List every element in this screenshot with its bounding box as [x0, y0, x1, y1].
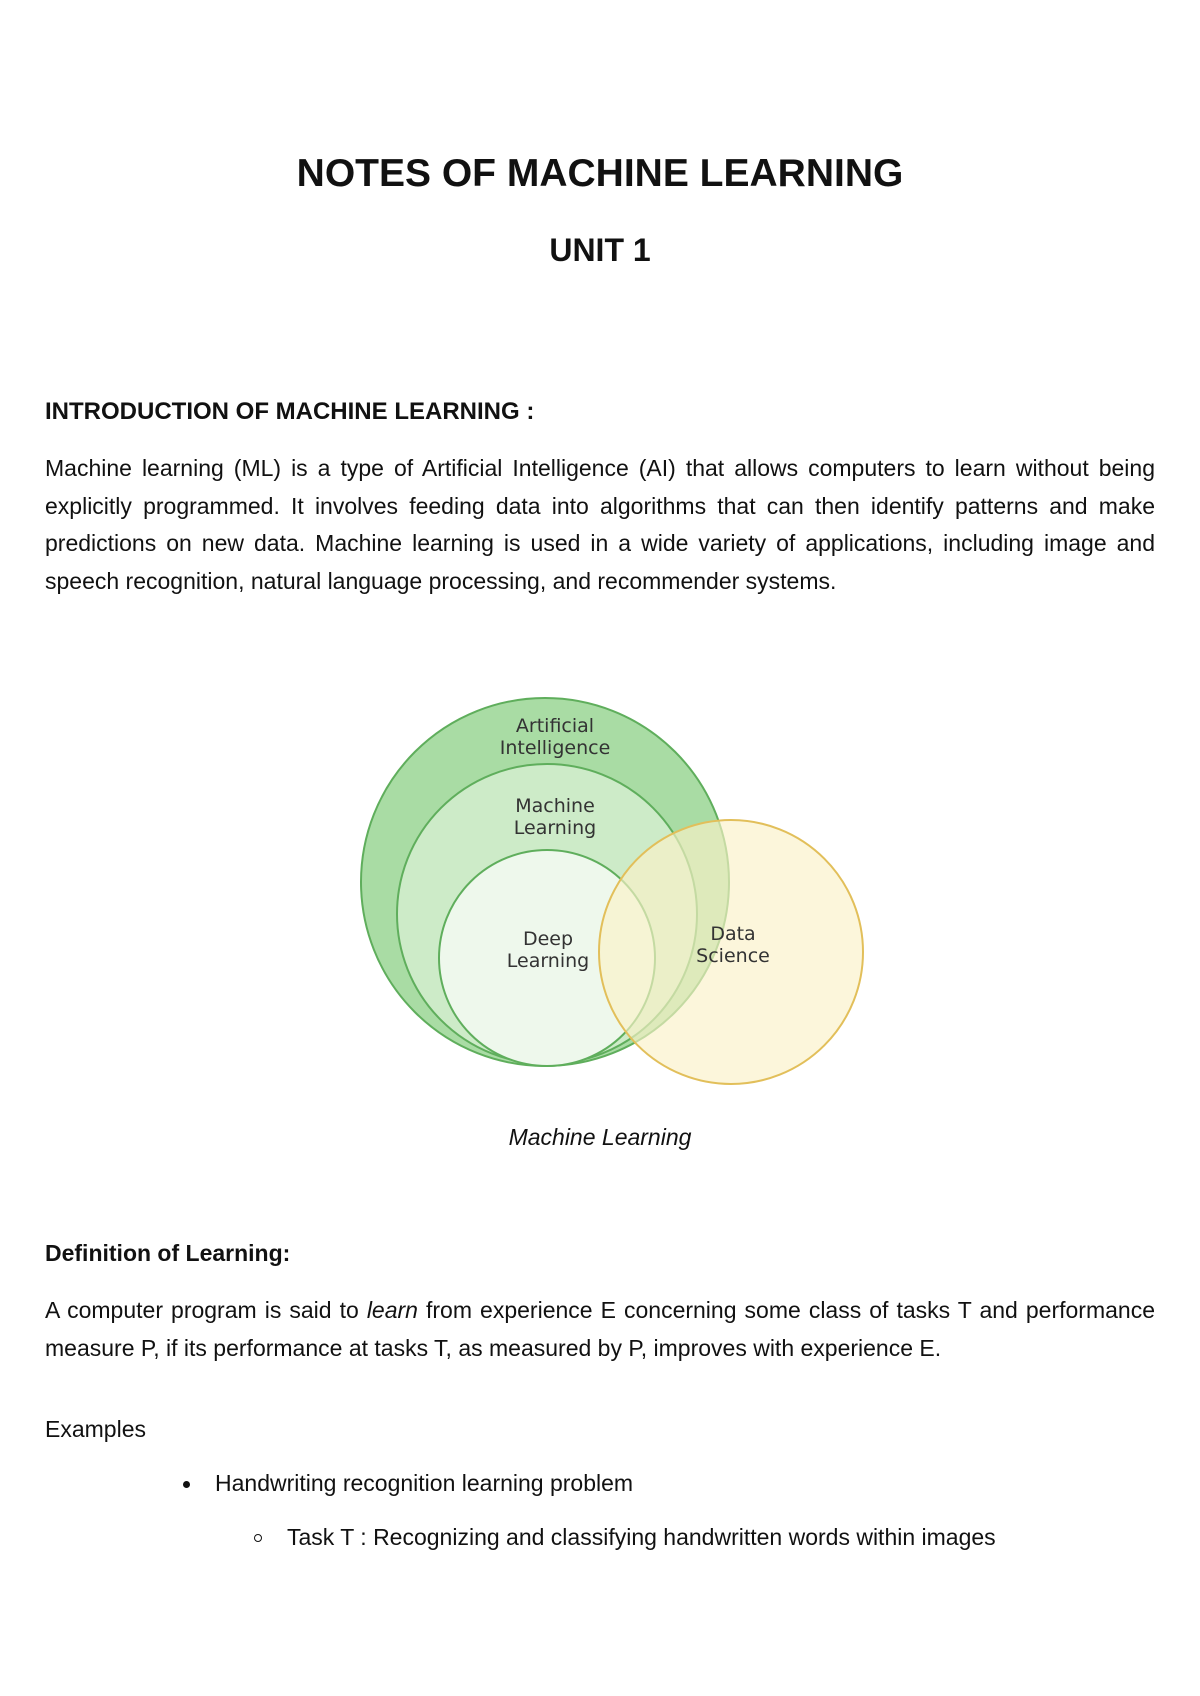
ml-label-line2: Learning	[513, 817, 597, 839]
dl-label-line1: Deep	[522, 928, 574, 950]
examples-label: Examples	[45, 1416, 146, 1442]
ml-label-line1: Machine	[515, 795, 595, 817]
bullet-item: Handwriting recognition learning problem	[215, 1470, 634, 1496]
ai-label-line1: Artificial	[515, 715, 595, 737]
introduction-heading: INTRODUCTION OF MACHINE LEARNING :	[45, 398, 535, 425]
definition-text-before: A computer program is said to	[45, 1297, 367, 1323]
sub-bullet-item: Task T : Recognizing and classifying handwritten words within images	[287, 1524, 996, 1550]
bullet-marker	[183, 1481, 190, 1488]
definition-paragraph	[45, 1292, 1155, 1367]
definition-text-after: from experience E concerning some class of tasks T and performance measure P, if its performance at tasks T, as measured by P, improves with experience E.	[45, 1297, 1155, 1361]
definition-heading: Definition of Learning:	[45, 1240, 291, 1266]
ml-venn-diagram	[355, 690, 875, 1090]
dl-label-line2: Learning	[506, 950, 590, 972]
ds-label-line1: Data	[710, 923, 756, 945]
ai-label-line2: Intelligence	[499, 737, 611, 759]
introduction-paragraph: Machine learning (ML) is a type of Artificial Intelligence (AI) that allows computers to learn without being explicitly programmed. It involves feeding data into algorithms that can then identify patterns and make predictions on new data. Machine learning is used in a wide variety of applications, including image and speech recognition, natural language processing, and recommender systems.	[45, 455, 1155, 594]
definition-text-italic: learn	[366, 1297, 418, 1323]
sub-bullet-marker	[254, 1534, 262, 1542]
unit-heading: UNIT 1	[549, 232, 651, 268]
document-title: NOTES OF MACHINE LEARNING	[296, 152, 904, 195]
diagram-caption: Machine Learning	[508, 1124, 692, 1150]
ds-label-line2: Science	[696, 945, 770, 967]
